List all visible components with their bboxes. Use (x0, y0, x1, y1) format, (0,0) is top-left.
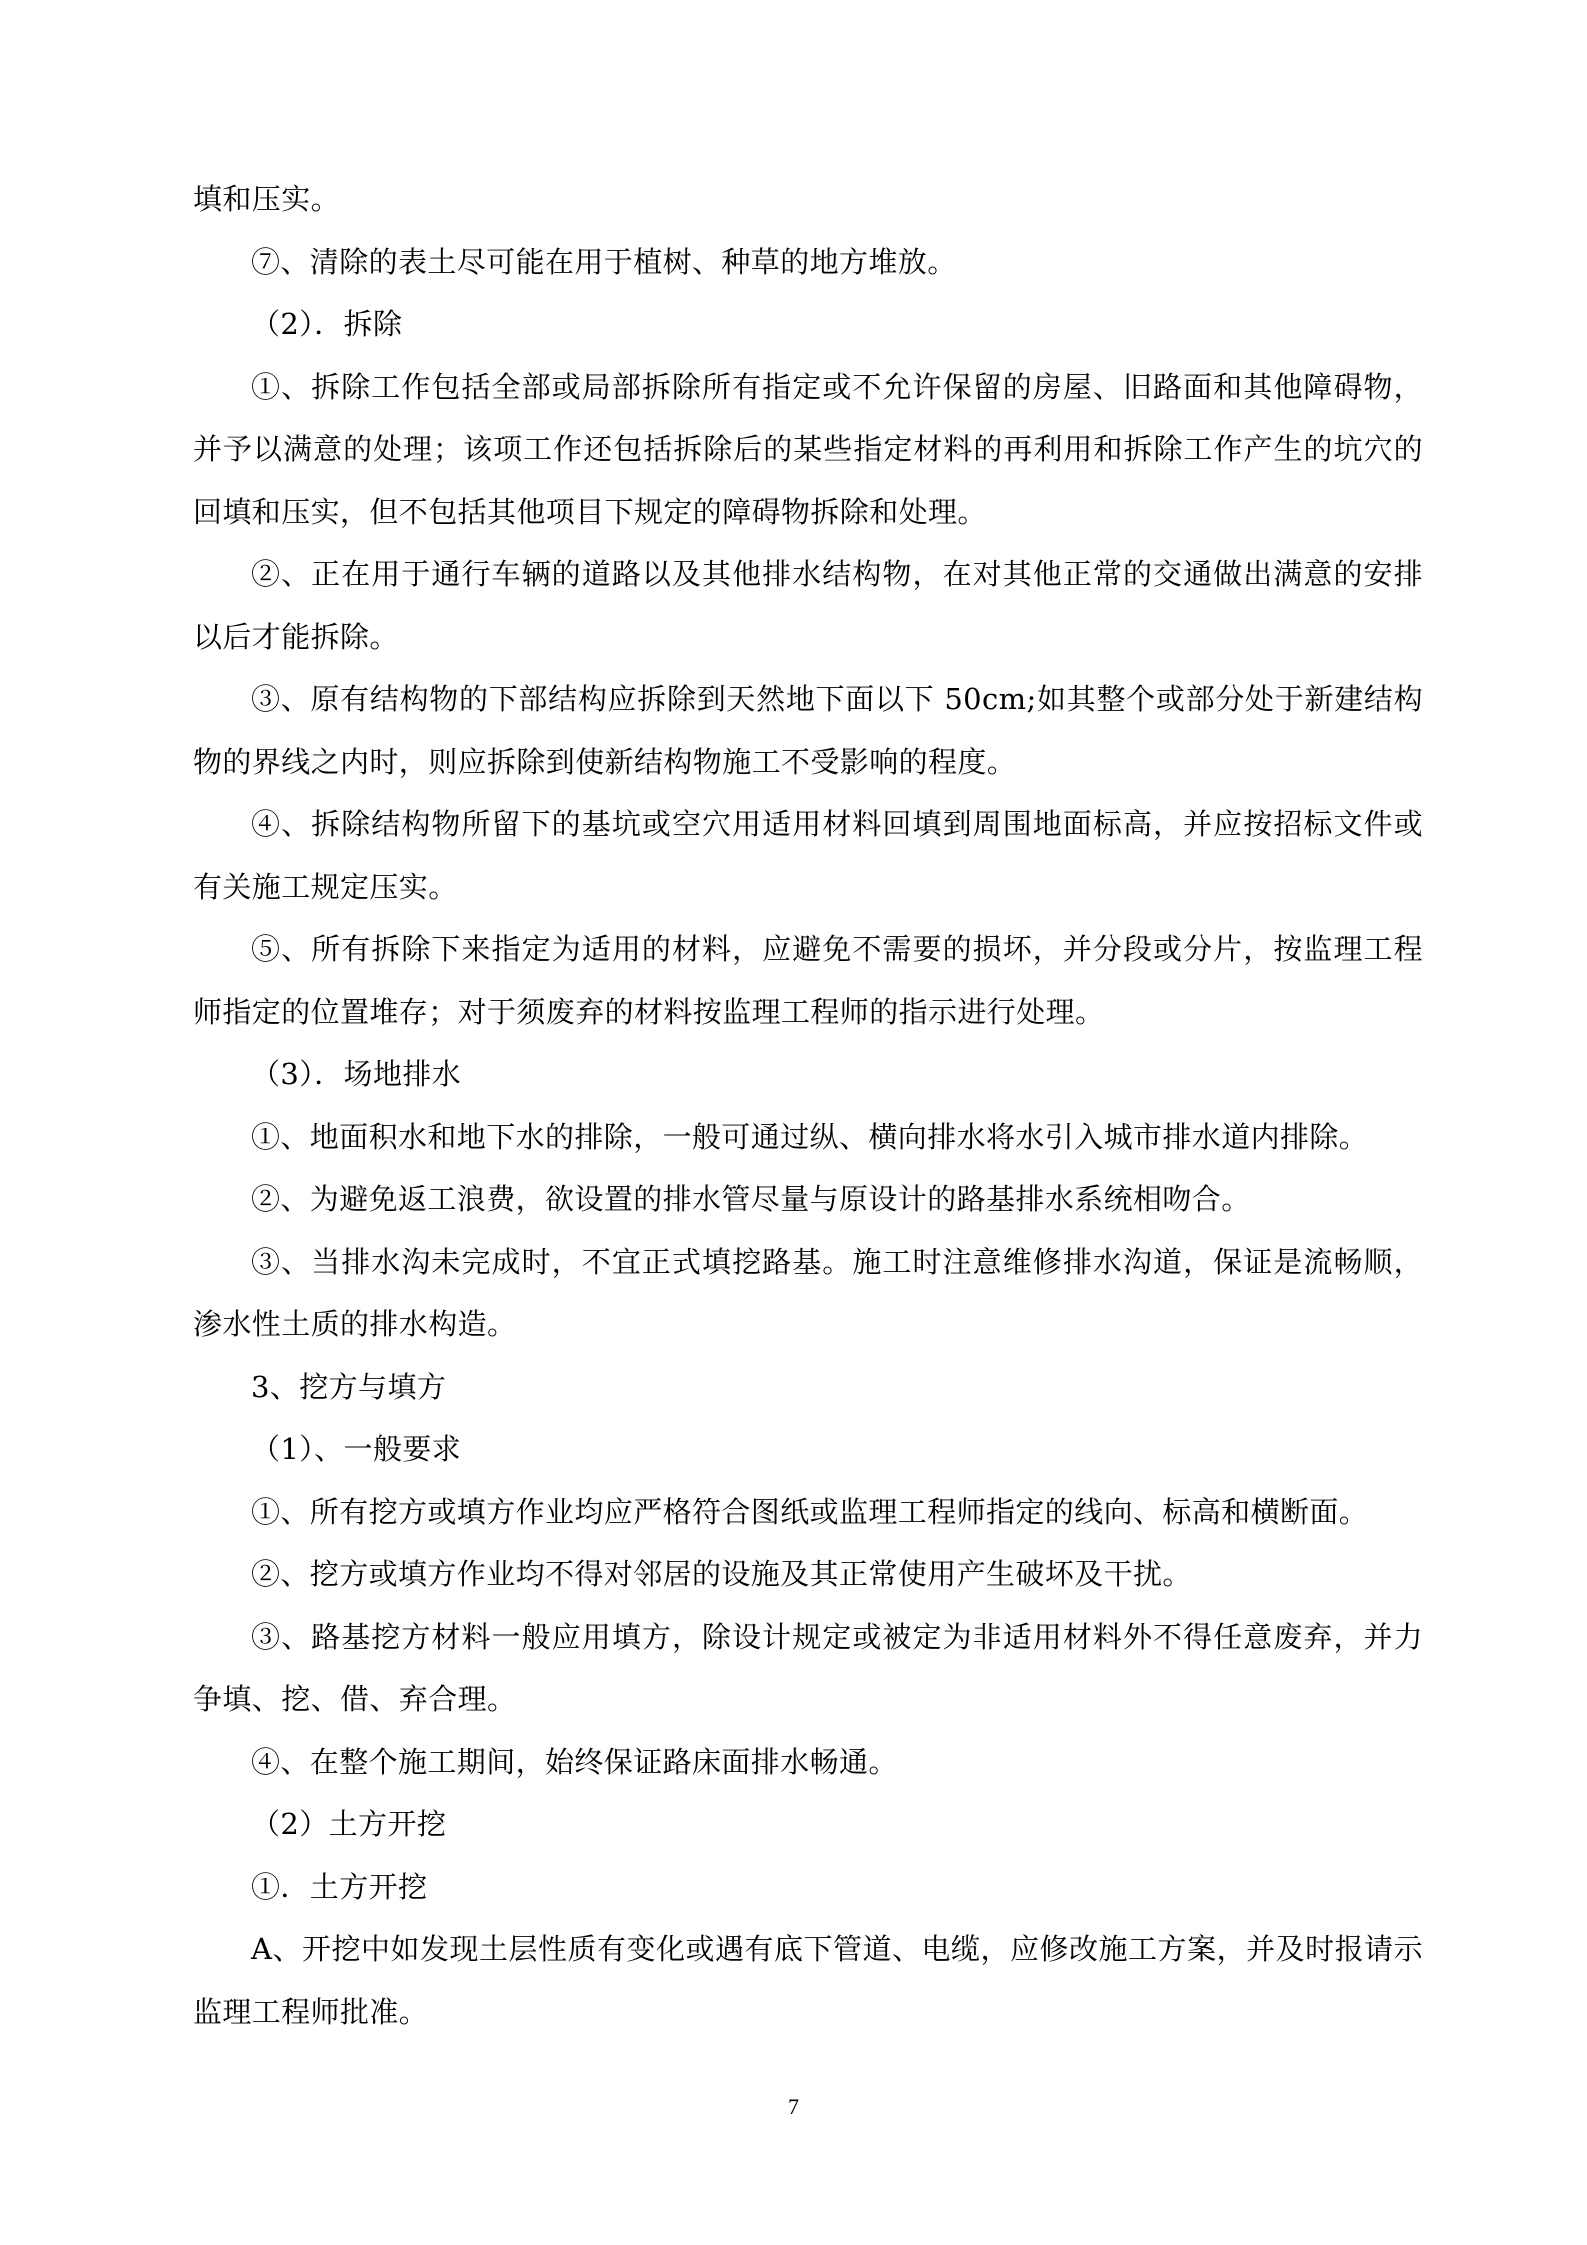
paragraph-drainage-water-removal: ①、地面积水和地下水的排除，一般可通过纵、横向排水将水引入城市排水道内排除。 (251, 1119, 1369, 1154)
subsection-heading-earth-excavation: ①．土方开挖 (251, 1869, 428, 1904)
paragraph-requirement-fill-material: ③、路基挖方材料一般应用填方，除设计规定或被定为非适用材料外不得任意废弃，并力争填、挖、借、弃合理。 (193, 1619, 1423, 1716)
paragraph-demolition-scope: ①、拆除工作包括全部或局部拆除所有指定或不允许保留的房屋、旧路面和其他障碍物，并予以满意的处理；该项工作还包括拆除后的某些指定材料的再利用和拆除工作产生的坑穴的回填和压实，但不包括其他项目下规定的障碍物拆除和处理。 (193, 369, 1423, 529)
paragraph-demolition-traffic: ②、正在用于通行车辆的道路以及其他排水结构物，在对其他正常的交通做出满意的安排以后才能拆除。 (193, 557, 1423, 654)
section-heading-site-drainage: （3）．场地排水 (251, 1057, 462, 1091)
paragraph-demolition-backfill: ④、拆除结构物所留下的基坑或空穴用适用材料回填到周围地面标高，并应按招标文件或有关施工规定压实。 (193, 807, 1423, 904)
section-heading-general-requirements: （1）、一般要求 (251, 1432, 462, 1466)
section-heading-earth-excavation: （2）土方开挖 (251, 1807, 447, 1841)
section-heading-demolition: （2）．拆除 (251, 307, 403, 341)
paragraph-drainage-ditch: ③、当排水沟未完成时，不宜正式填挖路基。施工时注意维修排水沟道，保证是流畅顺，渗水性土质的排水构造。 (193, 1244, 1423, 1341)
paragraph-demolition-materials: ⑤、所有拆除下来指定为适用的材料，应避免不需要的损坏，并分段或分片，按监理工程师指定的位置堆存；对于须废弃的材料按监理工程师的指示进行处理。 (193, 932, 1423, 1029)
paragraph-drainage-pipes: ②、为避免返工浪费，欲设置的排水管尽量与原设计的路基排水系统相吻合。 (251, 1182, 1251, 1216)
paragraph-continuation: 填和压实。 (193, 182, 341, 216)
document-body (193, 168, 1423, 2043)
paragraph-requirement-alignment: ①、所有挖方或填方作业均应严格符合图纸或监理工程师指定的线向、标高和横断面。 (251, 1494, 1369, 1529)
section-heading-cut-and-fill: 3、挖方与填方 (251, 1369, 447, 1404)
paragraph-excavation-soil-change: A、开挖中如发现土层性质有变化或遇有底下管道、电缆，应修改施工方案，并及时报请示监理工程师批准。 (193, 1932, 1423, 2029)
paragraph-requirement-neighbors: ②、挖方或填方作业均不得对邻居的设施及其正常使用产生破坏及干扰。 (251, 1557, 1192, 1591)
paragraph-item-7-topsoil: ⑦、清除的表土尽可能在用于植树、种草的地方堆放。 (251, 244, 957, 279)
page-number: 7 (788, 2094, 799, 2119)
paragraph-requirement-drainage: ④、在整个施工期间，始终保证路床面排水畅通。 (251, 1744, 898, 1779)
paragraph-demolition-substructure: ③、原有结构物的下部结构应拆除到天然地下面以下 50cm;如其整个或部分处于新建结构物的界线之内时，则应拆除到使新结构物施工不受影响的程度。 (193, 682, 1423, 779)
